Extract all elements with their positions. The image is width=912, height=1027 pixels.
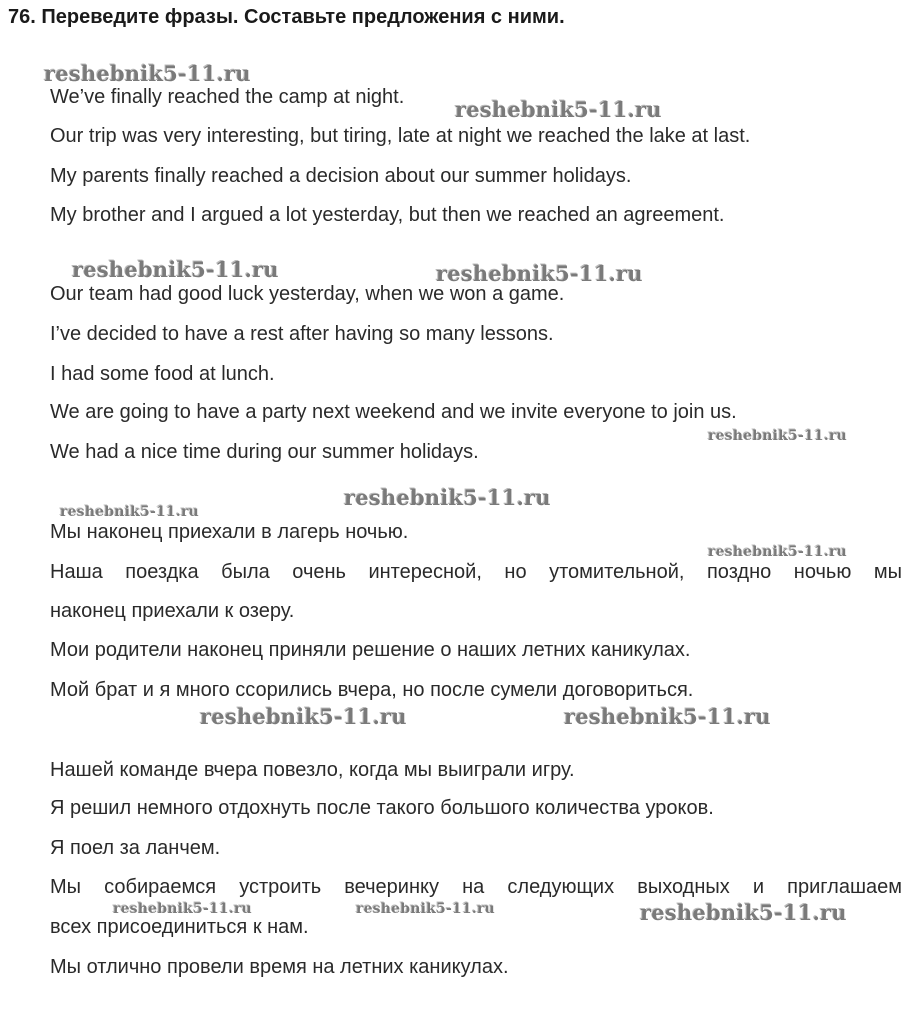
russian-sentence-8: Мы собираемся устроить вечеринку на следующих выходных и приглашаем bbox=[50, 876, 902, 898]
russian-sentence-8-cont: всех присоединиться к нам. bbox=[50, 916, 309, 938]
watermark: reshebnik5-11.ru bbox=[44, 61, 251, 86]
watermark: reshebnik5-11.ru bbox=[436, 261, 643, 286]
russian-sentence-3: Мои родители наконец приняли решение о наших летних каникулах. bbox=[50, 639, 691, 661]
watermark: reshebnik5-11.ru bbox=[708, 544, 847, 560]
russian-sentence-5: Нашей команде вчера повезло, когда мы выиграли игру. bbox=[50, 759, 575, 781]
watermark: reshebnik5-11.ru bbox=[356, 901, 495, 917]
english-sentence-3: My parents finally reached a decision about our summer holidays. bbox=[50, 165, 632, 187]
watermark: reshebnik5-11.ru bbox=[455, 97, 662, 122]
russian-sentence-6: Я решил немного отдохнуть после такого большого количества уроков. bbox=[50, 797, 714, 819]
watermark: reshebnik5-11.ru bbox=[344, 485, 551, 510]
russian-sentence-2: Наша поездка была очень интересной, но утомительной, поздно ночью мы bbox=[50, 561, 902, 583]
watermark: reshebnik5-11.ru bbox=[564, 704, 771, 729]
watermark: reshebnik5-11.ru bbox=[60, 504, 199, 520]
russian-sentence-9: Мы отлично провели время на летних каникулах. bbox=[50, 956, 509, 978]
watermark: reshebnik5-11.ru bbox=[72, 257, 279, 282]
english-sentence-8: We are going to have a party next weekend and we invite everyone to join us. bbox=[50, 401, 737, 423]
english-sentence-2: Our trip was very interesting, but tiring, late at night we reached the lake at last. bbox=[50, 125, 751, 147]
english-sentence-7: I had some food at lunch. bbox=[50, 363, 275, 385]
watermark: reshebnik5-11.ru bbox=[708, 428, 847, 444]
watermark: reshebnik5-11.ru bbox=[640, 900, 847, 925]
english-sentence-6: I’ve decided to have a rest after having so many lessons. bbox=[50, 323, 554, 345]
watermark: reshebnik5-11.ru bbox=[200, 704, 407, 729]
russian-sentence-4: Мой брат и я много ссорились вчера, но после сумели договориться. bbox=[50, 679, 694, 701]
russian-sentence-1: Мы наконец приехали в лагерь ночью. bbox=[50, 521, 409, 543]
russian-sentence-7: Я поел за ланчем. bbox=[50, 837, 221, 859]
english-sentence-1: We’ve finally reached the camp at night. bbox=[50, 86, 405, 108]
english-sentence-5: Our team had good luck yesterday, when we won a game. bbox=[50, 283, 565, 305]
russian-sentence-2-cont: наконец приехали к озеру. bbox=[50, 600, 295, 622]
english-sentence-9: We had a nice time during our summer holidays. bbox=[50, 441, 479, 463]
watermark: reshebnik5-11.ru bbox=[113, 901, 252, 917]
task-title: 76. Переведите фразы. Составьте предложения с ними. bbox=[8, 6, 565, 28]
english-sentence-4: My brother and I argued a lot yesterday, but then we reached an agreement. bbox=[50, 204, 725, 226]
